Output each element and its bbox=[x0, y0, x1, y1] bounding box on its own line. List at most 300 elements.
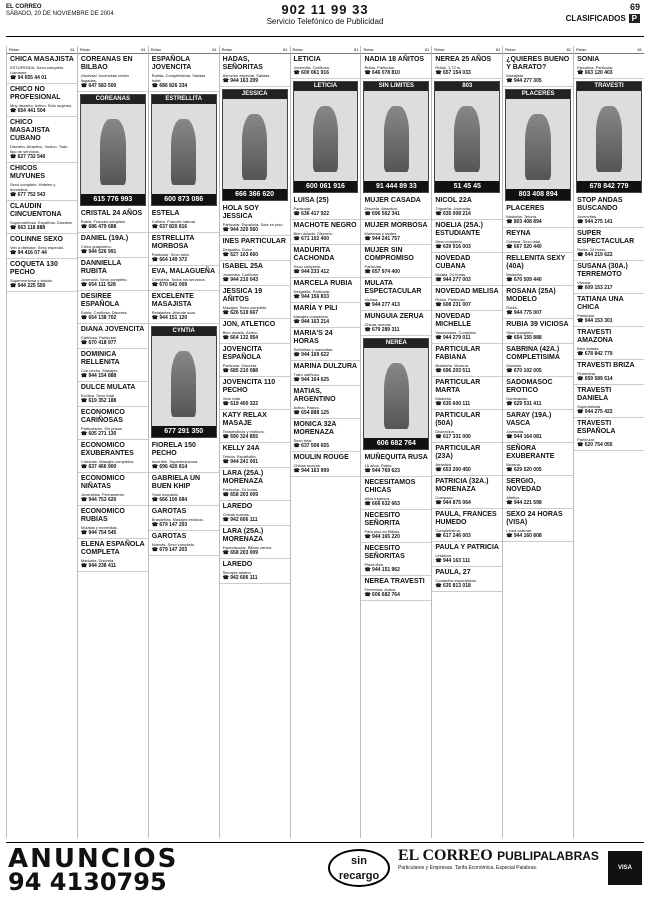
ad-phone: ☎ 626 519 667 bbox=[222, 310, 259, 316]
ad-title: NOELIA (25A.) ESTUDIANTE bbox=[435, 222, 483, 237]
ad-phone: ☎ 608 231 007 bbox=[435, 302, 471, 308]
ad-title: GAROTAS bbox=[151, 508, 187, 515]
ad-body: Madurita. bbox=[435, 396, 453, 401]
ad-body: Mulata. 24 horas. bbox=[435, 272, 467, 277]
ad-title: NICOL 22A bbox=[435, 197, 472, 204]
classified-ad bbox=[78, 208, 148, 233]
ad-title: TRAVESTI AMAZONA bbox=[577, 329, 613, 344]
ad-body: Sexo completo. bbox=[435, 239, 463, 244]
ad-body: Sexo completo. bbox=[293, 264, 322, 269]
ad-phone: ☎ 671 102 400 bbox=[293, 236, 329, 242]
ad-title: JON, ATLETICO bbox=[222, 321, 276, 328]
classified-ad bbox=[220, 468, 290, 501]
ad-title: LETICIA bbox=[293, 56, 321, 63]
classified-ad bbox=[291, 419, 361, 452]
column-tab-label: Relax bbox=[9, 47, 20, 52]
column-tab-number: 81 bbox=[70, 47, 75, 52]
classified-ad bbox=[220, 203, 290, 236]
column-tab-number: 81 bbox=[424, 47, 430, 52]
ad-title: MACHOTE NEGRO bbox=[293, 222, 357, 229]
classified-ad bbox=[503, 344, 573, 377]
classified-ad bbox=[78, 539, 148, 572]
ad-title: MARÍA Y PILI bbox=[293, 305, 338, 312]
ad-title: FIORELA 150 PECHO bbox=[151, 442, 196, 457]
classified-ad bbox=[361, 510, 431, 543]
column-tab bbox=[503, 46, 573, 54]
classified-ad bbox=[574, 360, 644, 385]
classified-ad bbox=[503, 377, 573, 410]
classified-ad bbox=[432, 443, 502, 476]
classified-ad bbox=[78, 407, 148, 440]
ad-body: Madurita. bbox=[506, 272, 523, 277]
ad-body: Particular. bbox=[293, 206, 312, 211]
ad-phone: ☎ 944 163 209 bbox=[222, 78, 259, 84]
ad-phone: ☎ 627 103 660 bbox=[222, 252, 259, 258]
ad-title: SUSANA (30A.) TERREMOTO bbox=[577, 263, 628, 278]
ad-phone: ☎ 944 320 560 bbox=[222, 227, 259, 233]
classified-ad bbox=[220, 377, 290, 410]
model-silhouette bbox=[242, 114, 268, 180]
ad-title: PAULA Y PATRICIA bbox=[435, 544, 499, 551]
ad-phone: ☎ 679 289 311 bbox=[364, 327, 400, 333]
ad-title: NADIA 18 AÑITOS bbox=[364, 56, 425, 63]
ad-photo-phone: 606 682 764 bbox=[364, 438, 428, 449]
ad-body: Completa. Todos los servicios. bbox=[151, 277, 206, 282]
classified-ad bbox=[78, 54, 148, 92]
column-tab-number: 81 bbox=[566, 47, 572, 52]
ad-body: Superdotada. bbox=[577, 404, 602, 409]
ad-body: Delgadita. Particular. bbox=[293, 289, 331, 294]
ad-phone: ☎ 658 203 009 bbox=[222, 492, 259, 498]
ad-title: STOP ANDAS BUSCANDO bbox=[577, 197, 623, 212]
ad-title: NEREA 25 AÑOS bbox=[435, 56, 492, 63]
ad-body: Masajes completos. bbox=[293, 314, 329, 319]
ad-photo-caption: COREANAS bbox=[81, 95, 145, 104]
ad-phone: ☎ 696 562 341 bbox=[364, 211, 400, 217]
ad-phone: ☎ 944 754 545 bbox=[80, 530, 117, 536]
ad-phone: ☎ 944 277 413 bbox=[364, 302, 400, 308]
ad-photo-caption: NEREA bbox=[364, 339, 428, 348]
model-silhouette bbox=[525, 114, 551, 180]
ad-body: Jovencitas. Permanente. bbox=[80, 492, 125, 497]
ad-title: NOVEDAD CUBANA bbox=[435, 255, 471, 270]
column-tab-number: 81 bbox=[637, 47, 642, 52]
ad-body: Completísima. bbox=[435, 528, 461, 533]
classified-ad bbox=[503, 476, 573, 509]
classified-ad bbox=[291, 361, 361, 386]
ad-body: Cubanas. Masajes completos. bbox=[80, 459, 135, 464]
classified-ad bbox=[361, 576, 431, 601]
ad-phone: ☎ 944 153 301 bbox=[577, 318, 613, 324]
ad-title: DESIREE ESPAÑOLA bbox=[80, 293, 120, 308]
ad-title: LAREDO bbox=[222, 503, 253, 510]
anuncios-title: ANUNCIOS bbox=[8, 844, 179, 874]
ad-body: Madurita. Discreta. bbox=[80, 558, 115, 563]
classified-ad bbox=[361, 543, 431, 576]
classified-ad bbox=[291, 278, 361, 303]
classified-ad bbox=[291, 328, 361, 361]
ad-photo bbox=[434, 81, 500, 193]
ad-body: Ejecutiva. Particular. bbox=[577, 65, 614, 70]
ad-phone: ☎ 647 583 500 bbox=[80, 83, 117, 89]
ad-body: Cubana. Sexo total. bbox=[506, 239, 542, 244]
model-silhouette bbox=[171, 351, 197, 417]
classified-ad bbox=[503, 509, 573, 542]
model-silhouette bbox=[100, 119, 126, 185]
column-tab-label: Relax bbox=[576, 47, 587, 52]
ad-body: Nuevas. Sexo completo. bbox=[151, 542, 196, 547]
ad-body: Contactos esporádicos. bbox=[435, 578, 478, 583]
section-title: CLASIFICADOS bbox=[565, 14, 626, 23]
ad-body: Supercariñosa. Española. Discreta. bbox=[10, 220, 73, 225]
ad-title: PAULA, 27 bbox=[435, 569, 471, 576]
ad-photo-caption: ESTRELLITA bbox=[152, 95, 216, 104]
classified-ad bbox=[291, 245, 361, 278]
ad-title: MULATA ESPECTACULAR bbox=[364, 280, 422, 295]
ad-title: TRAVESTI ESPAÑOLA bbox=[577, 420, 616, 435]
ad-phone: ☎ 686 479 688 bbox=[80, 224, 117, 230]
ad-phone: ☎ 663 118 888 bbox=[10, 225, 46, 231]
classified-ad bbox=[432, 253, 502, 286]
ad-title: DIANA JOVENCITA bbox=[80, 326, 145, 333]
ad-phone: ☎ 657 974 400 bbox=[364, 269, 400, 275]
ad-title: SEXO 24 HORAS (VISA) bbox=[506, 511, 563, 526]
classified-ad bbox=[432, 286, 502, 311]
ad-body: Rubia. Particular. bbox=[364, 65, 395, 70]
ad-body: Señoritas y maduritas. bbox=[293, 347, 334, 352]
classified-ad bbox=[149, 208, 219, 233]
ad-title: REYNA bbox=[506, 230, 531, 237]
ad-title: LAREDO bbox=[222, 561, 253, 568]
ad-phone: ☎ 944 241 001 bbox=[222, 459, 259, 465]
ad-title: SUPER ESPECTACULAR bbox=[577, 230, 635, 245]
classified-ad bbox=[7, 54, 77, 84]
column-tab bbox=[220, 46, 290, 54]
ad-body: Delgadita. Dulce. bbox=[222, 247, 254, 252]
ad-phone: ☎ 944 277 305 bbox=[506, 78, 542, 84]
ad-phone: ☎ 657 154 033 bbox=[435, 70, 471, 76]
ad-title: ESPAÑOLA JOVENCITA bbox=[151, 56, 192, 71]
classified-ad bbox=[78, 233, 148, 258]
ad-photo-caption: 803 bbox=[435, 82, 499, 91]
ad-body: Exótica. Sexo total. bbox=[80, 393, 116, 398]
ad-phone: ☎ 627 732 540 bbox=[10, 154, 46, 160]
ad-photo bbox=[222, 89, 288, 201]
ad-phone: ☎ 944 165 220 bbox=[364, 534, 400, 540]
ad-body: ¡Nuevas! Jovencitas recién llegadas. bbox=[80, 73, 129, 83]
classified-ad bbox=[220, 261, 290, 286]
column bbox=[502, 46, 573, 838]
column-tab-number: 81 bbox=[141, 47, 146, 52]
ad-phone: ☎ 654 155 888 bbox=[506, 335, 542, 341]
ad-phone: ☎ 944 875 064 bbox=[435, 500, 471, 506]
ad-phone: ☎ 637 508 655 bbox=[293, 443, 329, 449]
ad-phone: ☎ 654 138 702 bbox=[80, 315, 117, 321]
classified-ad bbox=[291, 386, 361, 419]
classified-ad bbox=[574, 228, 644, 261]
classified-ad bbox=[574, 195, 644, 228]
ad-body: Particular. Sexo total. bbox=[151, 252, 190, 257]
ad-phone: ☎ 619 352 188 bbox=[80, 398, 117, 404]
ad-phone: ☎ 635 813 018 bbox=[435, 583, 471, 589]
ad-title: PARTICULAR FABIANA bbox=[435, 346, 481, 361]
classified-ad bbox=[361, 311, 431, 336]
ad-body: Madurita. Tetona. bbox=[506, 214, 538, 219]
ad-body: Viciosa. bbox=[577, 280, 592, 285]
ad-title: PATRICIA (32A.) MORENAZA bbox=[435, 478, 489, 493]
ad-phone: ☎ 944 277 003 bbox=[435, 277, 471, 283]
ad-phone: ☎ 617 331 000 bbox=[435, 434, 471, 440]
sin-recargo-seal: sin recargo bbox=[328, 849, 390, 887]
column-tab-number: 81 bbox=[495, 47, 501, 52]
ad-body: Terapéuticos y eróticos. bbox=[222, 429, 265, 434]
ad-phone: ☎ 670 509 440 bbox=[506, 277, 542, 283]
ad-body: Rubia. 24 horas. bbox=[577, 247, 607, 252]
ad-title: LUISA (25) bbox=[293, 197, 329, 204]
ad-body: Discreta. Atractiva. bbox=[364, 206, 398, 211]
ad-phone: ☎ 696 203 511 bbox=[435, 368, 471, 374]
classified-ad bbox=[291, 452, 361, 477]
issue-date: SÁBADO, 20 DE NOVIEMBRE DE 2004 bbox=[6, 11, 114, 17]
ad-phone: ☎ 944 769 623 bbox=[364, 468, 400, 474]
ad-body: Para piso en Bilbao. bbox=[364, 529, 401, 534]
ad-photo bbox=[363, 81, 429, 193]
ad-photo-phone: 600 873 086 bbox=[152, 194, 216, 205]
ad-body: Morena. bbox=[506, 462, 521, 467]
classified-ad bbox=[220, 319, 290, 344]
ad-body: Cuerpazo. bbox=[435, 495, 454, 500]
ad-body: Vicio total. bbox=[222, 396, 242, 401]
ad-body: Siempre abierto. bbox=[222, 570, 253, 575]
column-tab bbox=[361, 46, 431, 54]
ad-body: Supermorbosa y tetuda. bbox=[10, 278, 53, 283]
ad-phone: ☎ 94 416 07 44 bbox=[10, 250, 47, 256]
classified-ad bbox=[7, 259, 77, 292]
ad-body: Chicas nuevas. bbox=[293, 463, 321, 468]
ad-body: Rubia, 1,72 m. bbox=[435, 65, 462, 70]
ad-phone: ☎ 944 233 412 bbox=[293, 269, 329, 275]
ad-body: Sexo completo. Hoteles y domicilios. bbox=[10, 182, 56, 192]
ad-title: SEÑORA EXUBERANTE bbox=[506, 445, 555, 460]
ad-title: COLINNE SEXO bbox=[10, 236, 63, 243]
column-tab bbox=[78, 46, 148, 54]
ad-phone: ☎ 686 826 334 bbox=[151, 83, 188, 89]
ad-body: Lésbicos. bbox=[435, 553, 453, 558]
column-tab-label: Relax bbox=[505, 47, 516, 52]
ad-title: PLACERES bbox=[506, 205, 545, 212]
ad-photo-phone: 678 842 779 bbox=[577, 181, 641, 192]
ad-title: INES PARTICULAR bbox=[222, 238, 286, 245]
column bbox=[219, 46, 290, 838]
ad-phone: ☎ 667 020 440 bbox=[506, 244, 542, 250]
classified-ad bbox=[220, 236, 290, 261]
ad-title: MATIAS, ARGENTINO bbox=[293, 388, 336, 403]
ad-phone: ☎ 944 775 007 bbox=[506, 310, 542, 316]
classified-ad bbox=[503, 203, 573, 228]
ad-title: ¿QUIERES BUENO Y BARATO? bbox=[506, 56, 570, 71]
ad-title: DULCE MULATA bbox=[80, 384, 136, 391]
ad-phone: ☎ 944 279 011 bbox=[435, 335, 471, 341]
ad-body: Bien dotado. Activo. bbox=[222, 330, 259, 335]
column-tab-number: 81 bbox=[353, 47, 359, 52]
ad-body: Particular. bbox=[577, 437, 595, 442]
ad-title: ECONOMICO NIÑATAS bbox=[80, 475, 125, 490]
ad-body: 18 años. Rubia. bbox=[364, 463, 393, 468]
ad-body: Bien dotada. bbox=[577, 346, 600, 351]
classified-ad bbox=[574, 294, 644, 327]
ad-phone: ☎ 605 271 130 bbox=[80, 431, 117, 437]
ad-body: Cañera. Francés natural. bbox=[151, 219, 197, 224]
classified-ad bbox=[361, 220, 431, 245]
classified-ad bbox=[220, 286, 290, 319]
ad-phone: ☎ 664 132 954 bbox=[222, 335, 259, 341]
ad-phone: ☎ 629 531 411 bbox=[506, 401, 542, 407]
ad-phone: ☎ 944 169 622 bbox=[293, 352, 329, 358]
ad-title: MARCELA RUBIA bbox=[293, 280, 353, 287]
ad-title: MONICA 32A MORENAZA bbox=[293, 421, 337, 436]
ad-body: Viciosa. bbox=[364, 297, 379, 302]
anuncios-ad bbox=[8, 844, 428, 896]
ad-title: KATY RELAX MASAJE bbox=[222, 412, 267, 427]
ad-title: MUJER SIN COMPROMISO bbox=[364, 247, 414, 262]
column-tab-number: 81 bbox=[212, 47, 217, 52]
ad-body: Venezolana. Completa. bbox=[435, 330, 477, 335]
ad-phone: ☎ 600 061 916 bbox=[293, 70, 329, 76]
column-tab-label: Relax bbox=[221, 47, 232, 52]
ad-phone: ☎ 944 210 043 bbox=[222, 277, 259, 283]
visa-logo: VISA bbox=[608, 851, 642, 885]
ad-phone: ☎ 944 163 111 bbox=[435, 558, 471, 564]
ad-phone: ☎ 678 842 779 bbox=[577, 351, 613, 357]
publipalabras-ad bbox=[398, 847, 642, 889]
ad-photo-phone: 51 45 45 bbox=[435, 181, 499, 192]
classified-ad bbox=[149, 506, 219, 531]
ad-title: LARA (25A.) MORENAZA bbox=[222, 528, 264, 543]
ad-body: Brasileñas. Masajes eróticos. bbox=[151, 517, 204, 522]
ad-title: COQUETA 130 PECHO bbox=[10, 261, 58, 276]
classified-ad bbox=[7, 234, 77, 259]
classified-ad bbox=[361, 477, 431, 510]
ad-phone: ☎ 944 164 625 bbox=[293, 377, 329, 383]
ad-phone: ☎ 944 164 081 bbox=[506, 434, 542, 440]
ad-photo-caption: TRAVESTI bbox=[577, 82, 641, 91]
column bbox=[148, 46, 219, 838]
ad-phone: ☎ 944 163 999 bbox=[293, 468, 329, 474]
classified-ad bbox=[7, 84, 77, 117]
ad-phone: ☎ 670 541 009 bbox=[151, 282, 188, 288]
ad-phone: ☎ 944 753 620 bbox=[80, 497, 117, 503]
brand-name: EL CORREO bbox=[398, 847, 493, 864]
ad-body: Rubia. Francés completo. bbox=[80, 219, 127, 224]
ad-phone: ☎ 690 324 855 bbox=[222, 434, 259, 440]
ad-title: DOMINICA RELLENITA bbox=[80, 351, 120, 366]
classified-ad bbox=[432, 410, 502, 443]
ad-photo-phone: 803 408 894 bbox=[506, 189, 570, 200]
ad-body: Cariñosa. Particular. bbox=[80, 335, 117, 340]
classified-ad bbox=[291, 195, 361, 220]
ad-body: Sexo completo. bbox=[506, 330, 534, 335]
ad-phone: ☎ 617 246 003 bbox=[435, 533, 471, 539]
ad-phone: ☎ 944 160 808 bbox=[506, 533, 542, 539]
ad-phone: ☎ 944 225 550 bbox=[10, 283, 46, 289]
ad-title: JOVENCITA 110 PECHO bbox=[222, 379, 276, 394]
ad-phone: ☎ 620 754 055 bbox=[577, 442, 613, 448]
ad-phone: ☎ 944 275 141 bbox=[577, 219, 613, 225]
classified-ad bbox=[291, 303, 361, 328]
ad-phone: ☎ 944 221 598 bbox=[506, 500, 542, 506]
ad-title: KELLY 24A bbox=[222, 445, 260, 452]
ad-title: ISABEL 25A bbox=[222, 263, 263, 270]
ad-phone: ☎ 606 682 764 bbox=[364, 592, 400, 598]
classified-ad bbox=[503, 54, 573, 87]
classified-ad bbox=[220, 443, 290, 468]
section-letter: P bbox=[629, 14, 640, 23]
ad-body: Ven a disfrutar. Sexo especial. bbox=[10, 245, 64, 250]
ad-phone: ☎ 677 752 543 bbox=[10, 192, 46, 198]
ad-body: Chicas nuevas. bbox=[222, 512, 251, 517]
ad-photo-caption: PLACERES bbox=[506, 90, 570, 99]
ad-title: ROSANA (25A) MODELO bbox=[506, 288, 556, 303]
ad-title: MADURITA CACHONDA bbox=[293, 247, 335, 262]
ad-phone: ☎ 942 606 111 bbox=[222, 575, 258, 581]
column-tab-label: Relax bbox=[292, 47, 303, 52]
ad-title: CHICO MASAJISTA CUBANO bbox=[10, 119, 50, 142]
ad-title: ELENA ESPAÑOLA COMPLETA bbox=[80, 541, 145, 556]
ad-title: GAROTAS bbox=[151, 533, 187, 540]
ad-body: Muy discreto. Activo. Sólo mujeres. bbox=[10, 103, 73, 108]
model-silhouette bbox=[384, 106, 410, 172]
ad-title: DANNIELLA RUBITA bbox=[80, 260, 122, 275]
anuncios-phone: 94 4130795 bbox=[8, 868, 167, 896]
column-tab bbox=[149, 46, 219, 54]
ad-photo bbox=[151, 94, 217, 206]
classified-ad bbox=[432, 195, 502, 220]
classified-ad bbox=[432, 542, 502, 567]
ad-body: Chicas nuevas. bbox=[364, 322, 392, 327]
classified-ad bbox=[432, 311, 502, 344]
ad-phone: ☎ 639 916 003 bbox=[435, 244, 471, 250]
ad-title: SABRINA (42A.) COMPLETISIMA bbox=[506, 346, 560, 361]
ad-body: Trigueña. Jovencita. bbox=[435, 206, 472, 211]
paper-name: EL CORREO bbox=[6, 4, 42, 10]
model-silhouette bbox=[384, 363, 410, 429]
model-silhouette bbox=[171, 119, 197, 185]
ad-title: SERGIO, NOVEDAD bbox=[506, 478, 542, 493]
ad-body: Discreto. Atractivo. Vuelvo. Todo tipo de servicios. bbox=[10, 144, 68, 154]
column bbox=[6, 46, 77, 838]
column bbox=[431, 46, 502, 838]
ad-phone: ☎ 944 238 411 bbox=[80, 563, 117, 569]
ad-title: ESTELA bbox=[151, 210, 180, 217]
ad-title: TRAVESTI BRIZA bbox=[577, 362, 635, 369]
column bbox=[360, 46, 431, 838]
ad-phone: ☎ 679 147 203 bbox=[151, 547, 188, 553]
ad-phone: ☎ 654 888 125 bbox=[293, 410, 329, 416]
ad-photo bbox=[80, 94, 146, 206]
ad-title: CRISTAL 24 AÑOS bbox=[80, 210, 143, 217]
ad-title: PARTICULAR (50A) bbox=[435, 412, 481, 427]
classified-ad bbox=[574, 54, 644, 79]
column bbox=[573, 46, 644, 838]
ad-phone: ☎ 636 417 922 bbox=[293, 211, 329, 217]
classified-ad bbox=[503, 228, 573, 253]
classified-ad bbox=[574, 261, 644, 294]
ad-body: Activo. Pasivo. bbox=[293, 405, 320, 410]
page-header bbox=[0, 0, 650, 46]
classified-ad bbox=[149, 54, 219, 92]
classified-ad bbox=[7, 163, 77, 201]
ad-title: JESSICA 19 AÑITOS bbox=[222, 288, 263, 303]
